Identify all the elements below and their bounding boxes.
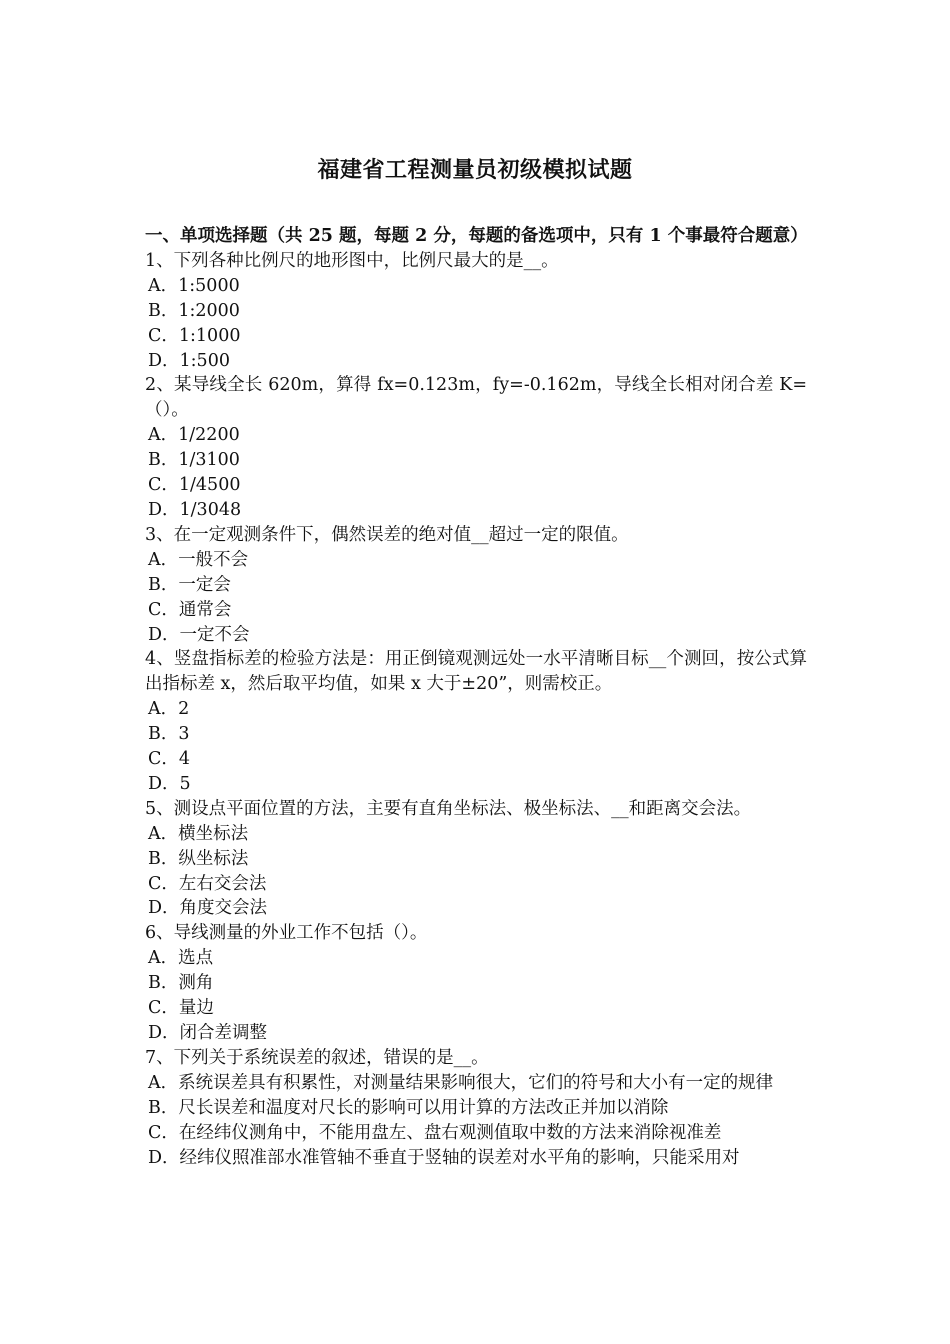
option-letter: A．: [148, 699, 179, 720]
document-title: 福建省工程测量员初级模拟试题: [317, 157, 633, 183]
option-letter: B．: [148, 300, 179, 321]
answer-option: [145, 623, 807, 648]
question-block: [145, 1046, 807, 1171]
option-letter: D．: [148, 773, 180, 794]
question-stem: 4、竖盘指标差的检验方法是：用正倒镜观测远处一水平清晰目标__个测回，按公式算出指标差 x，然后取平均值，如果 x 大于±20”，则需校正。: [145, 649, 807, 695]
answer-option: [145, 498, 807, 523]
answer-option: [145, 1071, 807, 1096]
question-stem: 5、测设点平面位置的方法，主要有直角坐标法、极坐标法、__和距离交会法。: [145, 798, 752, 819]
option-text: 1/3100: [178, 450, 240, 471]
option-text: 在经纬仪测角中，不能用盘左、盘右观测值取中数的方法来消除视准差: [178, 1122, 722, 1143]
question-stem: 7、下列关于系统误差的叙述，错误的是__。: [145, 1047, 489, 1068]
option-text: 1/4500: [178, 475, 241, 496]
answer-option: [145, 772, 807, 797]
section-heading: 一、单项选择题（共 25 题，每题 2 分，每题的备选项中，只有 1 个事最符合题意）: [145, 226, 808, 246]
answer-option: [145, 847, 807, 872]
option-text: 尺长误差和温度对尺长的影响可以用计算的方法改正并加以消除: [178, 1097, 669, 1118]
answer-option: [145, 896, 807, 921]
option-letter: C．: [148, 599, 179, 620]
option-text: 1:500: [179, 350, 230, 371]
option-letter: B．: [148, 574, 179, 595]
answer-option: [145, 697, 807, 722]
answer-option: [145, 971, 807, 996]
answer-option: [145, 573, 807, 598]
option-letter: D．: [148, 1023, 180, 1043]
question-block: [145, 373, 807, 522]
option-letter: D．: [148, 350, 180, 371]
option-text: 2: [178, 699, 190, 720]
answer-option: [145, 324, 807, 349]
answer-option: [145, 473, 807, 498]
option-letter: C．: [148, 749, 179, 770]
option-letter: D．: [148, 898, 180, 919]
option-text: 系统误差具有积累性，对测量结果影响很大，它们的符号和大小有一定的规律: [178, 1072, 774, 1093]
option-letter: D．: [148, 499, 180, 520]
answer-option: [145, 1021, 807, 1046]
answer-option: [145, 349, 807, 374]
answer-option: [145, 722, 807, 747]
option-text: 1:2000: [178, 300, 240, 321]
question-block: [145, 249, 807, 374]
answer-option: [145, 996, 807, 1021]
option-letter: B．: [148, 450, 179, 471]
option-text: 一定不会: [179, 624, 250, 645]
option-text: 一般不会: [178, 549, 249, 570]
question-block: [145, 523, 807, 648]
option-text: 3: [178, 724, 190, 745]
option-letter: C．: [148, 475, 179, 496]
question-block: [145, 921, 807, 1046]
answer-option: [145, 946, 807, 971]
answer-option: [145, 274, 807, 299]
option-text: 4: [178, 749, 191, 770]
answer-option: [145, 598, 807, 623]
question-block: [145, 797, 807, 922]
question-stem: 3、在一定观测条件下，偶然误差的绝对值__超过一定的限值。: [145, 524, 629, 545]
option-letter: D．: [148, 624, 180, 645]
document-body: [145, 224, 807, 1170]
option-text: 通常会: [178, 599, 232, 620]
option-text: 1/3048: [179, 499, 242, 520]
answer-option: [145, 299, 807, 324]
option-letter: B．: [148, 973, 179, 994]
option-letter: B．: [148, 848, 179, 869]
option-letter: B．: [148, 1097, 179, 1118]
option-text: 1:5000: [178, 275, 240, 296]
question-stem: 2、某导线全长 620m，算得 fx=0.123m，fy=-0.162m，导线全长相对闭合差 K=（）。: [145, 375, 807, 421]
question-stem: 1、下列各种比例尺的地形图中，比例尺最大的是__。: [145, 250, 559, 271]
option-text: 纵坐标法: [178, 848, 249, 869]
option-text: 测角: [178, 973, 214, 994]
option-text: 经纬仪照准部水准管轴不垂直于竖轴的误差对水平角的影响，只能采用对: [179, 1147, 740, 1168]
option-letter: C．: [148, 325, 179, 346]
answer-option: [145, 1096, 807, 1121]
option-text: 左右交会法: [178, 873, 267, 894]
option-text: 1/2200: [178, 425, 240, 446]
option-letter: D．: [148, 1147, 180, 1168]
answer-option: [145, 423, 807, 448]
option-letter: A．: [148, 275, 179, 296]
answer-option: [145, 448, 807, 473]
question-stem: 6、导线测量的外业工作不包括（）。: [145, 923, 428, 944]
option-text: 一定会: [178, 574, 231, 595]
option-letter: A．: [148, 549, 179, 570]
answer-option: [145, 1146, 807, 1171]
option-letter: C．: [148, 1122, 179, 1143]
option-letter: B．: [148, 724, 179, 745]
option-letter: C．: [148, 873, 179, 894]
answer-option: [145, 872, 807, 897]
answer-option: [145, 548, 807, 573]
answer-option: [145, 822, 807, 847]
option-text: 5: [179, 773, 191, 794]
question-list: [145, 249, 807, 1171]
option-text: 横坐标法: [178, 823, 249, 844]
question-block: [145, 647, 807, 796]
option-letter: A．: [148, 948, 179, 969]
option-text: 闭合差调整: [179, 1023, 268, 1043]
option-text: 选点: [178, 948, 214, 969]
option-text: 量边: [178, 998, 214, 1019]
option-text: 1:1000: [178, 325, 241, 346]
answer-option: [145, 1121, 807, 1146]
option-letter: C．: [148, 998, 179, 1019]
option-letter: A．: [148, 425, 179, 446]
option-letter: A．: [148, 823, 179, 844]
answer-option: [145, 747, 807, 772]
option-text: 角度交会法: [179, 898, 268, 919]
option-letter: A．: [148, 1072, 179, 1093]
